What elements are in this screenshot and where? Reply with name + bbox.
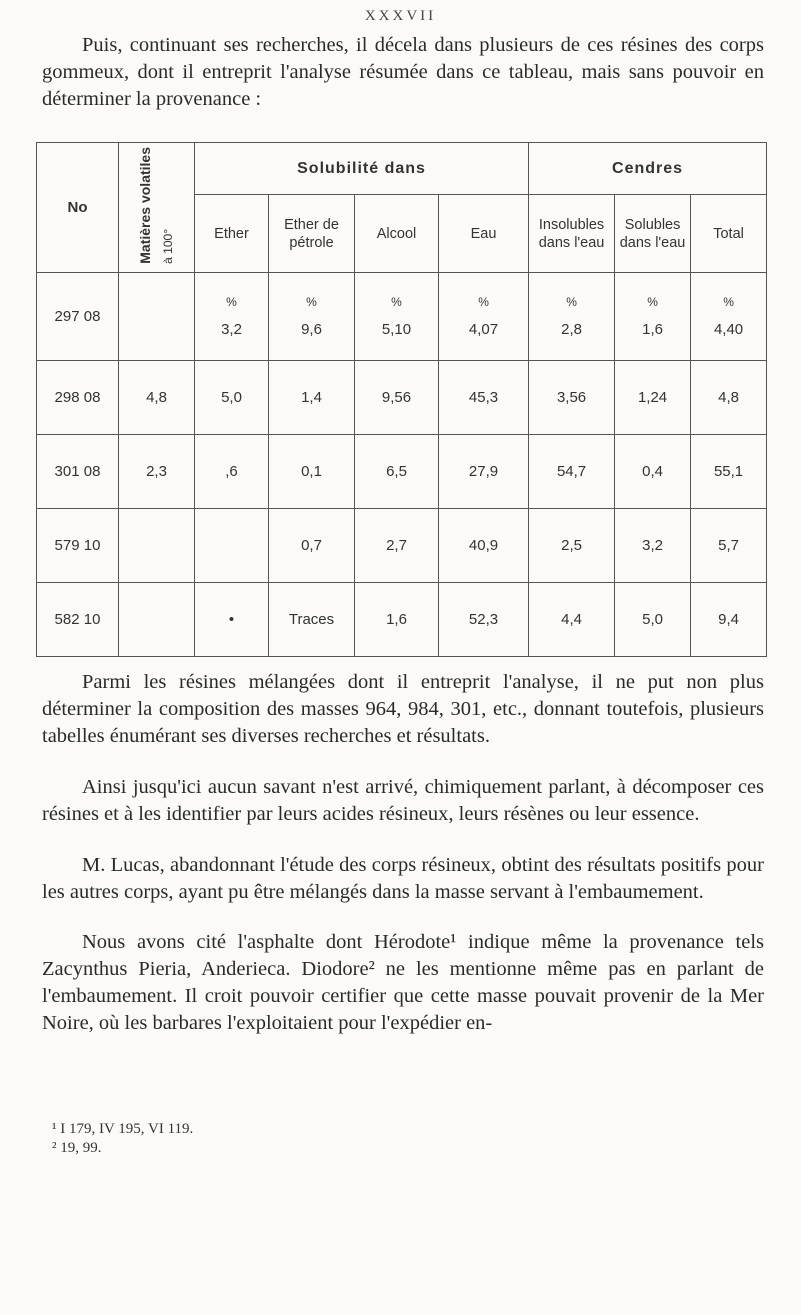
percent-mark: % <box>478 295 489 309</box>
cell-alcohol: 1,6 <box>355 583 439 657</box>
cell-total <box>691 273 767 361</box>
table-row <box>37 509 767 583</box>
cell-alcohol: 2,7 <box>355 509 439 583</box>
percent-mark: % <box>226 295 237 309</box>
header-water: Eau <box>439 195 529 273</box>
footnotes <box>52 1120 193 1158</box>
header-total: Total <box>691 195 767 273</box>
intro-paragraph: Puis, continuant ses recherches, il décela dans plusieurs de ces résines des corps gommeux, dont il entreprit l'analyse résumée dans ce tableau, mais sans pouvoir en déterminer la provenance : <box>42 34 764 110</box>
footnote-1: ¹ I 179, IV 195, VI 119. <box>52 1121 194 1137</box>
cell-petroleum-ether <box>269 273 355 361</box>
cell-insoluble: 3,56 <box>529 361 615 435</box>
cell-ether: 5,0 <box>195 361 269 435</box>
header-ether: Ether <box>195 195 269 273</box>
cell-no: 582 10 <box>37 583 119 657</box>
cell-value: 9,6 <box>301 321 322 338</box>
cell-alcohol <box>355 273 439 361</box>
cell-petroleum-ether: 0,7 <box>269 509 355 583</box>
cell-value: 3,2 <box>221 321 242 338</box>
cell-total: 9,4 <box>691 583 767 657</box>
cell-insoluble: 4,4 <box>529 583 615 657</box>
percent-mark: % <box>391 295 402 309</box>
cell-water: 40,9 <box>439 509 529 583</box>
header-solubility-group: Solubilité dans <box>195 143 529 195</box>
cell-insoluble <box>529 273 615 361</box>
cell-soluble: 1,24 <box>615 361 691 435</box>
cell-insoluble: 2,5 <box>529 509 615 583</box>
cell-value: 4,40 <box>713 321 744 338</box>
header-alcohol: Alcool <box>355 195 439 273</box>
cell-water: 45,3 <box>439 361 529 435</box>
cell-no: 579 10 <box>37 509 119 583</box>
cell-alcohol: 6,5 <box>355 435 439 509</box>
header-no: No <box>37 143 119 273</box>
cell-total: 4,8 <box>691 361 767 435</box>
header-volatile-line2: à 100° <box>160 228 175 264</box>
table-row <box>37 273 767 361</box>
page-number: XXXVII <box>364 8 437 24</box>
cell-value: 2,8 <box>561 321 582 338</box>
header-volatile <box>119 143 195 273</box>
percent-mark: % <box>306 295 317 309</box>
header-volatile-line1: Matières volatiles <box>137 146 154 264</box>
cell-no: 298 08 <box>37 361 119 435</box>
table-row <box>37 583 767 657</box>
cell-ether: • <box>195 583 269 657</box>
cell-value: 4,07 <box>468 321 499 338</box>
cell-water: 52,3 <box>439 583 529 657</box>
cell-volatile <box>119 273 195 361</box>
cell-insoluble: 54,7 <box>529 435 615 509</box>
cell-value: 1,6 <box>642 321 663 338</box>
cell-volatile: 4,8 <box>119 361 195 435</box>
header-insoluble: Insolubles dans l'eau <box>529 195 615 273</box>
header-petroleum-ether: Ether de pétrole <box>269 195 355 273</box>
cell-no: 301 08 <box>37 435 119 509</box>
cell-soluble <box>615 273 691 361</box>
cell-water <box>439 273 529 361</box>
paragraph-lucas: M. Lucas, abandonnant l'étude des corps résineux, obtint des résultats positifs pour les autres corps, ayant pu être mélangés dans la masse servant à l'embaumement. <box>42 854 764 903</box>
cell-alcohol: 9,56 <box>355 361 439 435</box>
cell-ether: ,6 <box>195 435 269 509</box>
header-ash-group: Cendres <box>529 143 767 195</box>
cell-soluble: 5,0 <box>615 583 691 657</box>
paragraph-asphalt: Nous avons cité l'asphalte dont Hérodote¹ indique même la provenance tels Zacynthus Pieria, Anderieca. Diodore² ne les mentionne même pas en parlant de l'embaumement. Il croit pouvoir certifier que cette masse pouvait provenir de la Mer Noire, où les barbares l'exploitaient pour l'expédier en- <box>42 931 764 1034</box>
cell-soluble: 0,4 <box>615 435 691 509</box>
percent-mark: % <box>647 295 658 309</box>
cell-soluble: 3,2 <box>615 509 691 583</box>
cell-volatile: 2,3 <box>119 435 195 509</box>
cell-ether <box>195 509 269 583</box>
cell-petroleum-ether: 0,1 <box>269 435 355 509</box>
cell-volatile <box>119 509 195 583</box>
cell-total: 5,7 <box>691 509 767 583</box>
analysis-table <box>36 142 767 657</box>
cell-value: 5,10 <box>381 321 412 338</box>
cell-water: 27,9 <box>439 435 529 509</box>
footnote-2: ² 19, 99. <box>52 1140 102 1156</box>
percent-mark: % <box>566 295 577 309</box>
percent-mark: % <box>723 295 734 309</box>
cell-total: 55,1 <box>691 435 767 509</box>
table-row <box>37 435 767 509</box>
cell-ether <box>195 273 269 361</box>
cell-volatile <box>119 583 195 657</box>
paragraph-no-identification: Ainsi jusqu'ici aucun savant n'est arrivé, chimiquement parlant, à décomposer ces résines et à les identifier par leurs acides résineux, leurs résènes ou leur essence. <box>42 776 764 825</box>
cell-petroleum-ether: 1,4 <box>269 361 355 435</box>
header-soluble: Solubles dans l'eau <box>615 195 691 273</box>
cell-no: 297 08 <box>37 273 119 361</box>
cell-petroleum-ether: Traces <box>269 583 355 657</box>
table-row <box>37 361 767 435</box>
paragraph-mixed-resins: Parmi les résines mélangées dont il entreprit l'analyse, il ne put non plus déterminer la composition des masses 964, 984, 301, etc., donnant toutefois, plusieurs tabelles énumérant ses diverses recherches et résultats. <box>42 671 764 747</box>
